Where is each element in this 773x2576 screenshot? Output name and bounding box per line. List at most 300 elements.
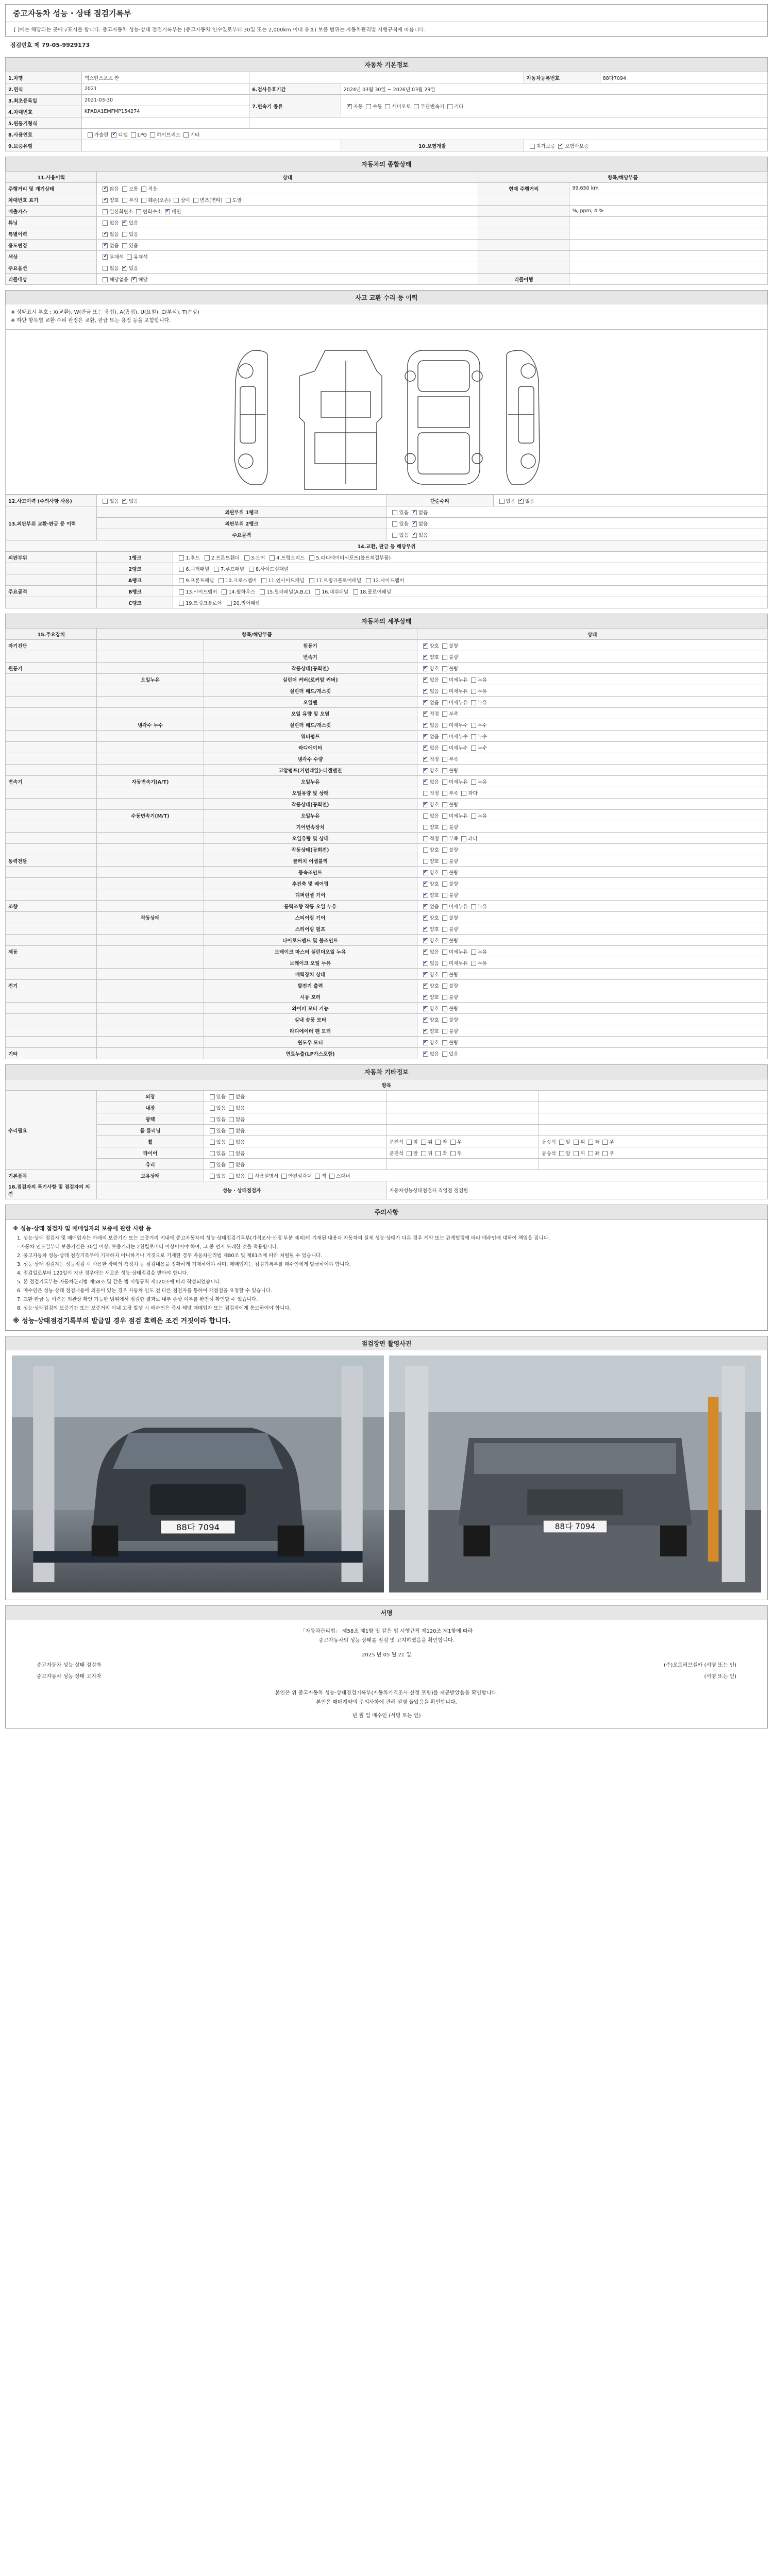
detail-subgroup [97,1037,204,1048]
checkbox-icon[interactable] [471,689,476,694]
checkbox-icon[interactable] [423,893,428,898]
basic-label: 10.보험개발 [341,140,524,151]
other.basic_opts-option [245,1174,278,1179]
checkbox-icon[interactable] [442,995,447,1000]
detail-item: 기어변속장치 [204,821,417,833]
overall-section-title: 자동차의 종합상태 [5,157,768,171]
checkbox-icon[interactable] [423,825,428,830]
checkbox-icon[interactable] [88,132,93,138]
detail-item: 실내 송풍 모터 [204,1014,417,1025]
checkbox-icon[interactable] [353,589,358,595]
checkbox-icon[interactable] [281,1174,287,1179]
checkbox-icon[interactable] [309,578,314,583]
detail-item: 타이로드엔드 및 볼조인트 [204,935,417,946]
checkbox-icon[interactable] [103,266,108,271]
checkbox-icon[interactable] [150,132,155,138]
checkbox-icon[interactable] [450,1151,456,1156]
doc-notice: [ ]에는 해당되는 곳에 √표시를 합니다. 중고자동차 성능·상태 점검기록부는 (중고자동차 인수일로부터 30일 또는 2,000km 이내 유효) 보증 범위는 자동차관리법 시행규칙에 따릅니다. [14,27,426,33]
option-label: 불량 [448,938,459,944]
checkbox-icon[interactable] [111,132,116,138]
option-label: 하이브리드 [157,132,181,138]
checkbox-icon[interactable] [423,700,428,705]
checkbox-icon[interactable] [602,1140,608,1145]
checkbox-icon[interactable] [442,723,447,728]
checkbox-icon[interactable] [574,1140,579,1145]
checkbox-icon[interactable] [136,209,141,214]
detail-subgroup [97,1014,204,1025]
checkbox-icon[interactable] [103,255,108,260]
checkbox-icon[interactable] [423,904,428,909]
parts-rank: A랭크 [97,574,173,586]
checkbox-icon[interactable] [229,1094,234,1099]
checkbox-icon[interactable] [447,104,452,109]
checkbox-icon[interactable] [131,277,137,282]
option-label: 누수 [477,734,488,740]
checkbox-icon[interactable] [103,198,108,203]
checkbox-icon[interactable] [435,1140,441,1145]
overall-state [97,274,478,285]
checkbox-icon[interactable] [229,1174,234,1179]
checkbox-icon[interactable] [602,1151,608,1156]
checkbox-icon[interactable] [407,1140,412,1145]
checkbox-icon[interactable] [229,1162,234,1167]
overall-extra: 리콜이행 [478,274,569,285]
checkbox-icon[interactable] [229,1117,234,1122]
option-label: 있음 [109,498,119,504]
checkbox-icon[interactable] [423,734,428,739]
checkbox-icon[interactable] [222,589,227,595]
checkbox-icon[interactable] [423,791,428,796]
option-label: 있음 [506,498,515,504]
checkbox-icon[interactable] [423,1018,428,1023]
detail.rows.1.opts-option [439,655,458,660]
checkbox-icon[interactable] [423,814,428,819]
checkbox-icon[interactable] [122,499,127,504]
checkbox-icon[interactable] [423,927,428,932]
checkbox-icon[interactable] [530,144,535,149]
detail-state [417,855,767,867]
checkbox-icon[interactable] [471,677,476,683]
checkbox-icon[interactable] [103,277,108,282]
checkbox-icon[interactable] [248,1174,253,1179]
checkbox-icon[interactable] [423,689,428,694]
overall.rows.5.state-option [119,243,138,249]
detail.rows.15.opts-option [420,814,439,819]
checkbox-icon[interactable] [442,768,447,773]
checkbox-icon[interactable] [366,104,371,109]
checkbox-icon[interactable] [423,711,428,717]
checkbox-icon[interactable] [103,243,108,248]
checkbox-icon[interactable] [103,232,108,237]
other.tire_opts-option [599,1140,614,1145]
checkbox-icon[interactable] [423,1029,428,1034]
detail-subgroup [97,833,204,844]
checkbox-icon[interactable] [442,655,447,660]
other-group: 수리필요 [6,1091,97,1170]
part-label: 6.쿼터패널 [186,566,210,572]
checkbox-icon[interactable] [423,757,428,762]
part-label: 17.트렁크플로어패널 [315,578,362,584]
checkbox-icon[interactable] [122,243,127,248]
checkbox-icon[interactable] [260,589,265,595]
fuel-label: 8.사용연료 [6,129,82,140]
checkbox-icon[interactable] [423,870,428,875]
checkbox-icon[interactable] [442,950,447,955]
checkbox-icon[interactable] [471,814,476,819]
checkbox-icon[interactable] [423,677,428,683]
checkbox-icon[interactable] [412,533,417,538]
checkbox-icon[interactable] [461,836,466,841]
detail.rows.4.opts-option [468,689,487,694]
checkbox-icon[interactable] [103,221,108,226]
checkbox-icon[interactable] [214,567,219,572]
checkbox-icon[interactable] [423,938,428,943]
document [5,4,768,1728]
overall-row [6,183,768,194]
checkbox-icon[interactable] [122,221,127,226]
basic-value: 88다7094 [600,72,767,83]
checkbox-icon[interactable] [103,209,108,214]
checkbox-icon[interactable] [423,916,428,921]
checkbox-icon[interactable] [518,499,524,504]
checkbox-icon[interactable] [226,198,231,203]
checkbox-icon[interactable] [261,578,266,583]
checkbox-icon[interactable] [141,198,146,203]
other-row [6,1147,768,1159]
checkbox-icon[interactable] [412,510,417,515]
checkbox-icon[interactable] [131,132,136,138]
checkbox-icon[interactable] [442,757,447,762]
detail-subgroup [97,708,204,719]
checkbox-icon[interactable] [442,700,447,705]
checkbox-icon[interactable] [435,1151,441,1156]
checkbox-icon[interactable] [442,643,447,649]
checkbox-icon[interactable] [423,655,428,660]
checkbox-icon[interactable] [442,1006,447,1011]
checkbox-icon[interactable] [179,601,184,606]
checkbox-icon[interactable] [315,589,320,595]
checkbox-icon[interactable] [270,555,275,561]
checkbox-icon[interactable] [229,1151,234,1156]
option-label: 누수 [477,722,488,728]
checkbox-icon[interactable] [442,1029,447,1034]
option-label: 좌 [595,1150,600,1157]
tire-rear [539,1136,768,1147]
checkbox-icon[interactable] [442,938,447,943]
panel-history-item: 주요골격 [97,529,386,540]
checkbox-icon[interactable] [442,961,447,966]
checkbox-icon[interactable] [442,893,447,898]
damage.q2_rows.1.opts-option [389,521,408,527]
checkbox-icon[interactable] [442,814,447,819]
checkbox-icon[interactable] [442,802,447,807]
checkbox-icon[interactable] [229,1140,234,1145]
checkbox-icon[interactable] [414,104,419,109]
detail.rows.13.opts-option [420,791,439,796]
detail-state [417,923,767,935]
checkbox-icon[interactable] [179,578,184,583]
checkbox-icon[interactable] [385,104,390,109]
other-section-title: 자동차 기타정보 [5,1064,768,1079]
checkbox-icon[interactable] [442,859,447,864]
checkbox-icon[interactable] [442,779,447,785]
checkbox-icon[interactable] [442,689,447,694]
checkbox-icon[interactable] [423,882,428,887]
checkbox-icon[interactable] [122,198,127,203]
checkbox-icon[interactable] [442,825,447,830]
checkbox-icon[interactable] [179,589,184,595]
detail-group [6,912,97,923]
checkbox-icon[interactable] [471,723,476,728]
checkbox-icon[interactable] [103,187,108,192]
detail-group [6,719,97,731]
checkbox-icon[interactable] [392,510,397,515]
checkbox-icon[interactable] [423,1040,428,1045]
detail-header: 15.주요장치 [6,629,97,640]
damage-legend-line: ※ 하단 항목별 교환·수리 판정은 교환, 판금 또는 용접 등을 포함합니다. [11,318,171,324]
checkbox-icon[interactable] [559,1140,564,1145]
checkbox-icon[interactable] [244,555,249,561]
checkbox-icon[interactable] [442,1040,447,1045]
checkbox-icon[interactable] [423,1052,428,1057]
overall.rows.2.state-option [133,209,162,215]
checkbox-icon[interactable] [423,950,428,955]
detail-table [5,628,768,1059]
checkbox-icon[interactable] [392,521,397,527]
checkbox-icon[interactable] [442,734,447,739]
checkbox-icon[interactable] [183,132,189,138]
checkbox-icon[interactable] [366,578,371,583]
option-label: 불량 [448,994,459,1001]
part-option [306,578,362,584]
checkbox-icon[interactable] [309,555,314,561]
option-label: 누수 [477,745,488,751]
notes-item: 7. 교환·판금 등 이력은 외관상 확인 가능한 범위에서 점검한 결과로 내부 손상 여부를 완전히 확인할 수 없습니다. [17,1297,258,1302]
checkbox-icon[interactable] [423,995,428,1000]
checkbox-icon[interactable] [423,1006,428,1011]
part-label: 3.도어 [250,555,265,561]
detail-row [6,821,768,833]
detail.rows.17.opts-option [458,836,477,842]
checkbox-icon[interactable] [141,187,146,192]
checkbox-icon[interactable] [471,745,476,751]
option-label: 없음 [429,734,439,740]
checkbox-icon[interactable] [210,1106,215,1111]
checkbox-icon[interactable] [588,1151,593,1156]
detail-row [6,935,768,946]
checkbox-icon[interactable] [442,984,447,989]
sign-line: 본인은 위 중고자동차 성능·상태점검기록부(자동차가격조사·산정 포함)를 제공받았음을 확인합니다. [275,1690,498,1696]
option-label: 불량 [448,643,459,649]
checkbox-icon[interactable] [423,972,428,977]
checkbox-icon[interactable] [588,1140,593,1145]
checkbox-icon[interactable] [423,848,428,853]
checkbox-icon[interactable] [205,555,210,561]
checkbox-icon[interactable] [423,723,428,728]
checkbox-icon[interactable] [423,643,428,649]
detail.rows.5.opts-option [420,700,439,706]
overall-item: 색상 [6,251,97,262]
detail-subgroup [97,867,204,878]
checkbox-icon[interactable] [421,1140,426,1145]
checkbox-icon[interactable] [471,950,476,955]
checkbox-icon[interactable] [423,745,428,751]
part-option [176,555,199,561]
detail.rows.24.opts-option [420,916,439,921]
checkbox-icon[interactable] [423,768,428,773]
checkbox-icon[interactable] [210,1151,215,1156]
checkbox-icon[interactable] [471,904,476,909]
other.tire_opts-option [570,1140,585,1145]
checkbox-icon[interactable] [442,916,447,921]
checkbox-icon[interactable] [423,859,428,864]
checkbox-icon[interactable] [471,961,476,966]
checkbox-icon[interactable] [471,700,476,705]
detail-row [6,742,768,753]
detail-body [6,640,768,1059]
checkbox-icon[interactable] [461,791,466,796]
checkbox-icon[interactable] [315,1174,320,1179]
parts-items [173,597,768,608]
checkbox-icon[interactable] [347,104,352,109]
damage-section-title: 사고 교환 수리 등 이력 [5,290,768,304]
checkbox-icon[interactable] [442,1018,447,1023]
option-label: 누유 [477,960,488,967]
option-label: 없음 [418,532,428,538]
checkbox-icon[interactable] [174,198,179,203]
part-label: 15.필러패널(A,B,C) [266,589,311,595]
option-label: 앞 [565,1150,570,1157]
checkbox-icon[interactable] [442,711,447,717]
checkbox-icon[interactable] [499,499,505,504]
checkbox-icon[interactable] [559,1151,564,1156]
detail-row [6,980,768,991]
checkbox-icon[interactable] [450,1140,456,1145]
option-label: 미세누수 [448,722,468,728]
checkbox-icon[interactable] [227,601,232,606]
checkbox-icon[interactable] [442,745,447,751]
option-label: 양호 [429,926,439,933]
checkbox-icon[interactable] [442,677,447,683]
option-label: 세미오토 [392,104,411,110]
checkbox-icon[interactable] [193,198,198,203]
option-label: 없음 [429,688,439,694]
detail.rows.0.opts-option [439,643,458,649]
checkbox-icon[interactable] [210,1174,215,1179]
checkbox-icon[interactable] [558,144,563,149]
checkbox-icon[interactable] [442,882,447,887]
warranty-options [524,140,767,151]
detail-item: 연료누출(LP가스포함) [204,1048,417,1059]
detail-row [6,855,768,867]
overall-item: 주요옵션 [6,262,97,274]
parts-items [173,574,768,586]
checkbox-icon[interactable] [442,972,447,977]
option-label: 불량 [448,654,459,660]
detail-row [6,787,768,799]
checkbox-icon[interactable] [423,802,428,807]
checkbox-icon[interactable] [179,555,184,561]
detail.rows.8.opts-option [420,734,439,740]
checkbox-icon[interactable] [179,567,184,572]
basic.fuel_opts-option [85,132,109,138]
checkbox-icon[interactable] [442,927,447,932]
detail-state [417,799,767,810]
checkbox-icon[interactable] [442,848,447,853]
checkbox-icon[interactable] [122,187,127,192]
detail.rows.19.opts-option [420,859,439,865]
checkbox-icon[interactable] [442,791,447,796]
checkbox-icon[interactable] [392,533,397,538]
parts-rank: 2랭크 [97,563,173,574]
checkbox-icon[interactable] [122,232,127,237]
checkbox-icon[interactable] [442,836,447,841]
checkbox-icon[interactable] [574,1151,579,1156]
checkbox-icon[interactable] [229,1106,234,1111]
detail-group [6,731,97,742]
detail-group [6,821,97,833]
option-label: 불량 [448,1028,459,1035]
checkbox-icon[interactable] [471,779,476,785]
checkbox-icon[interactable] [103,499,108,504]
basic-label: 7.변속기 종류 [249,95,341,117]
checkbox-icon[interactable] [122,266,127,271]
checkbox-icon[interactable] [165,209,170,214]
checkbox-icon[interactable] [412,521,417,527]
other.tire_opts-option [585,1140,599,1145]
checkbox-icon[interactable] [442,666,447,671]
detail.rows.29.opts-option [420,972,439,978]
detail.rows.27.opts-option [439,950,468,955]
checkbox-icon[interactable] [442,904,447,909]
checkbox-icon[interactable] [423,779,428,785]
checkbox-icon[interactable] [407,1151,412,1156]
checkbox-icon[interactable] [442,1052,447,1057]
detail.rows.30.opts-option [420,984,439,989]
checkbox-icon[interactable] [423,961,428,966]
part-option [350,589,391,595]
option-label: 미세누유 [448,779,468,785]
checkbox-icon[interactable] [210,1117,215,1122]
checkbox-icon[interactable] [249,567,254,572]
checkbox-icon[interactable] [442,870,447,875]
other.rows.1.opts-option [207,1106,226,1111]
other-row [6,1125,768,1136]
checkbox-icon[interactable] [210,1128,215,1133]
checkbox-icon[interactable] [423,836,428,841]
car-left-side-icon [234,350,267,484]
checkbox-icon[interactable] [471,734,476,739]
detail.rows.2.opts-option [420,666,439,672]
checkbox-icon[interactable] [210,1162,215,1167]
checkbox-icon[interactable] [210,1140,215,1145]
checkbox-icon[interactable] [229,1128,234,1133]
part-option [312,589,348,595]
checkbox-icon[interactable] [219,578,224,583]
option-label: 있음 [128,265,139,272]
detail-item: 냉각수 수량 [204,753,417,765]
checkbox-icon[interactable] [421,1151,426,1156]
checkbox-icon[interactable] [127,255,132,260]
checkbox-icon[interactable] [423,984,428,989]
checkbox-icon[interactable] [329,1174,334,1179]
checkbox-icon[interactable] [210,1094,215,1099]
checkbox-icon[interactable] [423,666,428,671]
option-label: 없음 [235,1139,245,1145]
part-option [219,589,255,595]
option-label: 매연 [172,209,181,215]
detail-state [417,1014,767,1025]
